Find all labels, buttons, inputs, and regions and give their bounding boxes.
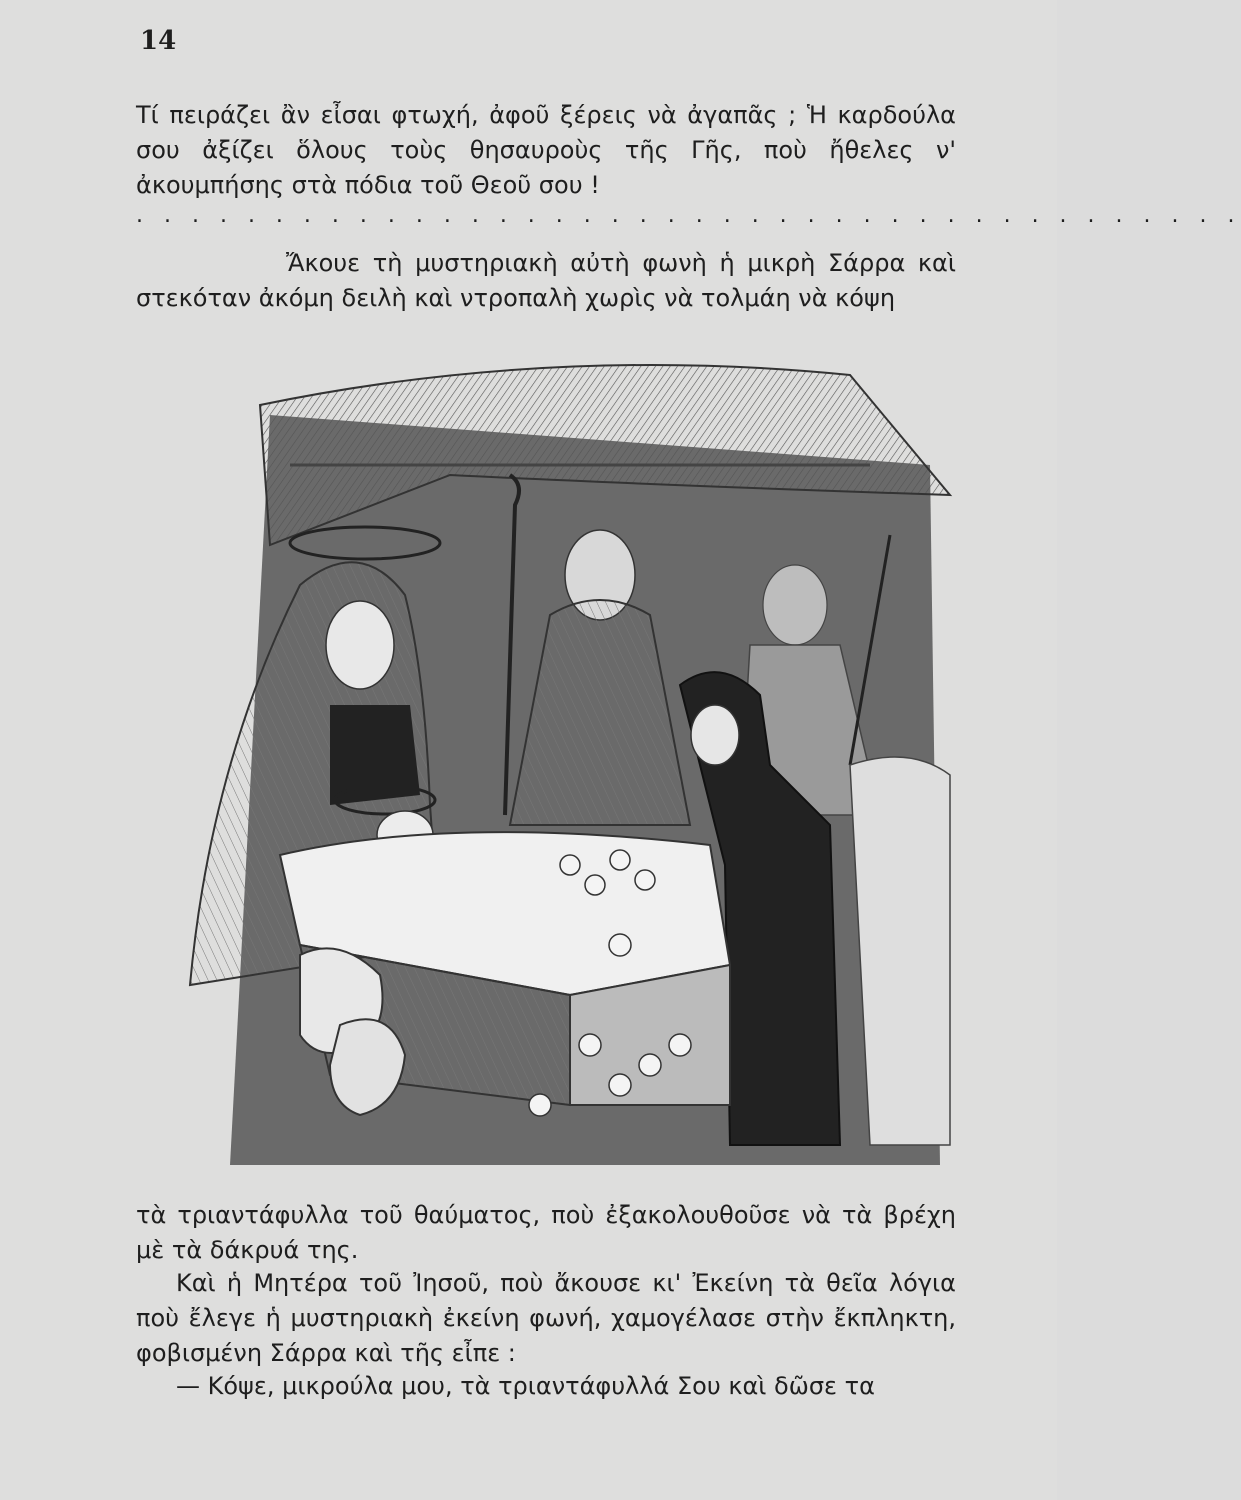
paragraph-mother-smiled: Καὶ ἡ Μητέρα τοῦ Ἰησοῦ, ποὺ ἄκουσε κι' Ἐκείνη τὰ θεῖα λόγια ποὺ ἔλεγε ἡ μυστηριακὴ ἐκείνη φωνή, χαμογέλασε στὴν ἔκπληκτη, φοβισμένη Σάρρα καὶ τῆς εἶπε : — [136, 1269, 956, 1367]
nativity-illustration — [150, 345, 950, 1175]
paragraph-sarra-listens: Ἄκουε τὴ μυστηριακὴ αὐτὴ φωνὴ ἡ μικρὴ Σάρρα καὶ στεκόταν ἀκόμη δειλὴ καὶ ντροπαλὴ χωρὶς νὰ τολμάη νὰ κόψη — [136, 249, 956, 312]
paragraph-dialogue: — Κόψε, μικρούλα μου, τὰ τριαντάφυλλά Σου καὶ δῶσε τα — [176, 1372, 875, 1400]
ellipsis-divider: . . . . . . . . . . . . . . . . . . . . . . . . . . . . . . . . . . . . . . . . — [136, 203, 1241, 228]
page-number: 14 — [140, 26, 177, 56]
paragraph-roses-tears: τὰ τριαντάφυλλα τοῦ θαύματος, ποὺ ἐξακολουθοῦσε νὰ τὰ βρέχη μὲ τὰ δάκρυά της. — [136, 1201, 956, 1264]
paragraph-intro: Τί πειράζει ἂν εἶσαι φτωχή, ἀφοῦ ξέρεις νὰ ἀγαπᾶς ; Ἡ καρδούλα σου ἀξίζει ὅλους τοὺς θησαυροὺς τῆς Γῆς, ποὺ ἤθελες ν' ἀκουμπήσης στὰ πόδια τοῦ Θεοῦ σου ! — [136, 101, 956, 199]
